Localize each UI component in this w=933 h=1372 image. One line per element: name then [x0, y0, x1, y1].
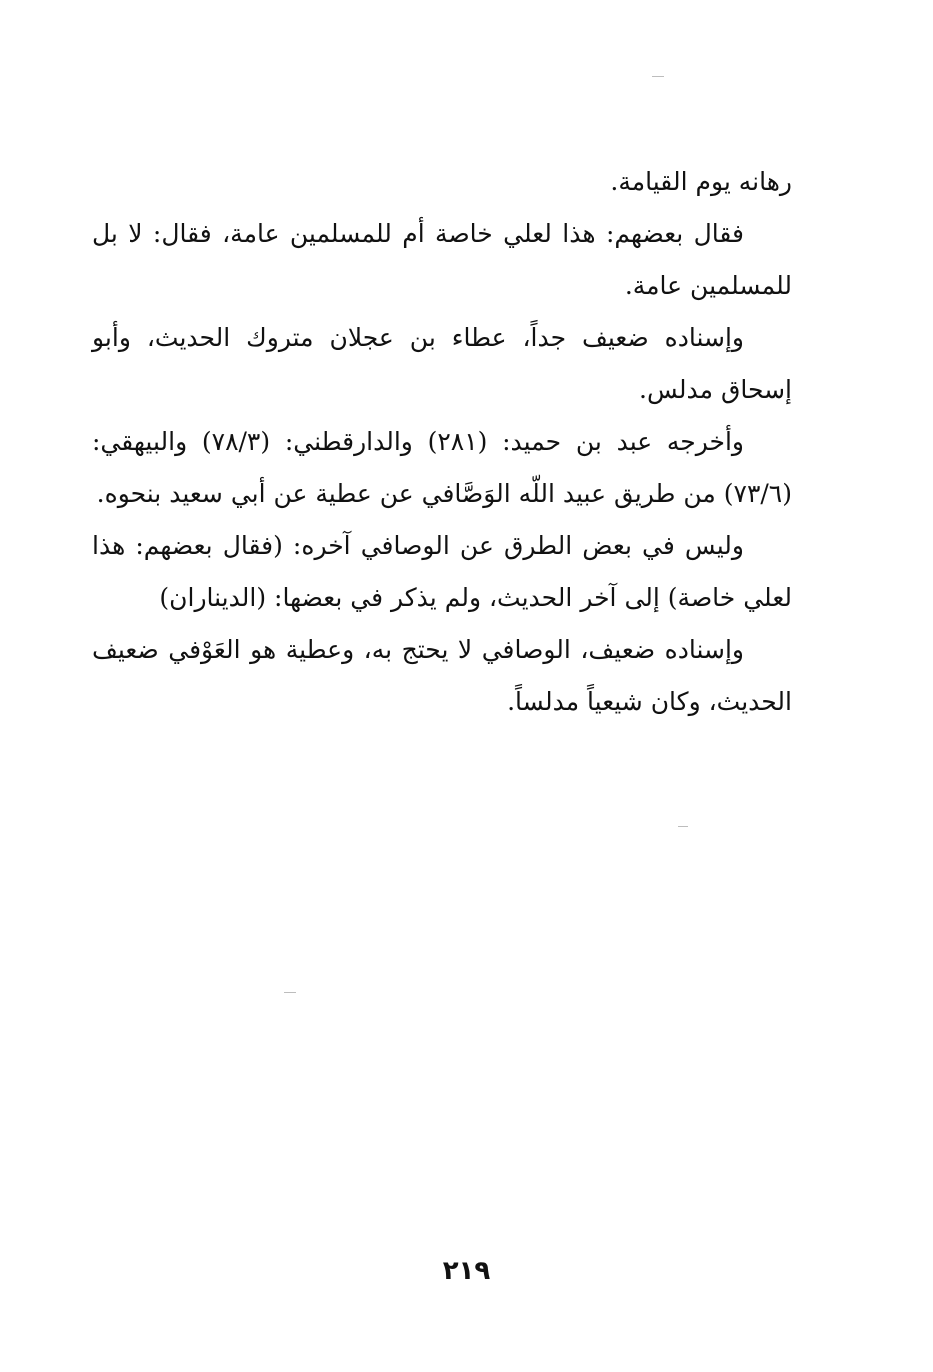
scan-speck — [284, 992, 296, 993]
body-text — [92, 156, 792, 728]
paragraph: وإسناده ضعيف، الوصافي لا يحتج به، وعطية هو العَوْفي ضعيف الحديث، وكان شيعياً مدلساً. — [92, 635, 792, 716]
paragraph: وليس في بعض الطرق عن الوصافي آخره: (فقال بعضهم: هذا لعلي خاصة) إلى آخر الحديث، ولم يذكر في بعضها: (الديناران) — [92, 531, 792, 612]
scan-speck — [652, 76, 664, 77]
paragraph-continuation: رهانه يوم القيامة. — [610, 167, 792, 196]
paragraph: وإسناده ضعيف جداً، عطاء بن عجلان متروك الحديث، وأبو إسحاق مدلس. — [92, 323, 792, 404]
paragraph: وأخرجه عبد بن حميد: (٢٨١) والدارقطني: (٧٨/٣) والبيهقي: (٧٣/٦) من طريق عبيد اللّه الوَصَّافي عن عطية عن أبي سعيد بنحوه. — [92, 427, 792, 508]
scan-speck — [678, 826, 688, 827]
paragraph: فقال بعضهم: هذا لعلي خاصة أم للمسلمين عامة، فقال: لا بل للمسلمين عامة. — [92, 219, 792, 300]
page-number: ٢١٩ — [442, 1256, 491, 1286]
